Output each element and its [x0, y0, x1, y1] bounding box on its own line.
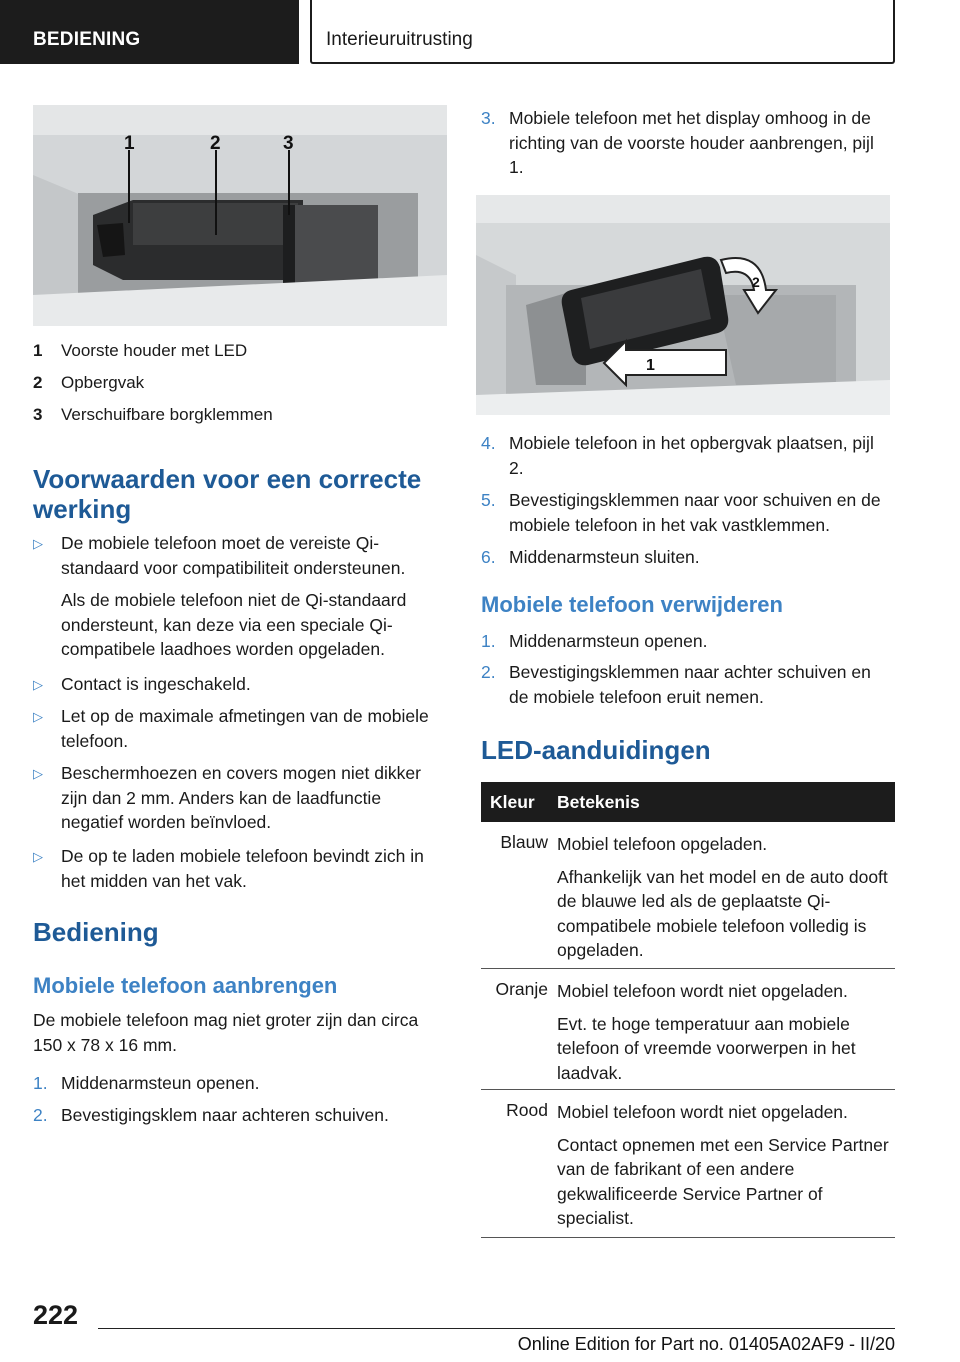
requirement-item-2: [33, 672, 443, 698]
bullet-triangle-icon: ▷: [33, 849, 43, 864]
requirement-note: Als de mobiele telefoon niet de Qi-standaard ondersteunt, kan deze via een speciale Qi-compatibele laadhoes worden opgeladen.: [61, 590, 407, 659]
requirement-text: Let op de maximale afmetingen van de mobiele telefoon.: [61, 706, 429, 751]
attach-step-4: [481, 431, 886, 480]
legend-number: 3: [33, 405, 43, 424]
bullet-triangle-icon: ▷: [33, 536, 43, 551]
led-table-header: [481, 782, 895, 822]
attach-step-3: [481, 106, 886, 180]
figure-phone-tray-illustration: [33, 105, 447, 326]
requirements-heading: Voorwaarden voor een correcte werking: [33, 464, 422, 524]
header-kleur: Kleur: [490, 792, 535, 812]
step-text: Middenarmsteun openen.: [61, 1073, 260, 1093]
edition-note: Online Edition for Part no. 01405A02AF9 - II/20: [517, 1334, 895, 1354]
bullet-triangle-icon: ▷: [33, 709, 43, 724]
requirement-text: De op te laden mobiele telefoon bevindt zich in het midden van het vak.: [61, 846, 424, 891]
header-betekenis: Betekenis: [557, 792, 640, 812]
requirement-item-3: [33, 704, 443, 753]
step-number: 2.: [33, 1105, 48, 1125]
figure-phone-tray: [33, 105, 447, 326]
led-heading: LED-aanduidingen: [481, 735, 711, 765]
legend-number: 1: [33, 341, 43, 360]
step-text: Bevestigingsklemmen naar achter schuiven en de mobiele telefoon eruit nemen.: [509, 662, 871, 707]
header-topic: [310, 0, 895, 64]
step-number: 4.: [481, 433, 496, 453]
requirement-text: Contact is ingeschakeld.: [61, 674, 251, 694]
led-row-rood: [481, 1090, 895, 1238]
header-section-label: BEDIENING: [33, 29, 141, 50]
legend-number: 2: [33, 373, 43, 392]
step-text: Mobiele telefoon in het opbergvak plaatsen, pijl 2.: [509, 433, 874, 478]
led-detail: Afhankelijk van het model en de auto dooft de blauwe led als de geplaatste Qi-compatibele mobiele telefoon volledig is opgeladen.: [557, 866, 888, 960]
callout-1: 1: [124, 133, 135, 154]
arrow-label-2: 2: [752, 274, 760, 290]
step-text: Mobiele telefoon met het display omhoog in de richting van de voorste houder aanbrengen, pijl 1.: [509, 108, 874, 177]
legend-item-2: [33, 373, 144, 393]
requirement-item-1: [33, 531, 443, 662]
attach-step-2: [33, 1103, 447, 1128]
led-color: Blauw: [500, 832, 548, 852]
attach-intro: De mobiele telefoon mag niet groter zijn dan circa 150 x 78 x 16 mm.: [33, 1010, 419, 1055]
led-meaning: Mobiel telefoon opgeladen.: [557, 834, 768, 854]
step-number: 3.: [481, 108, 496, 128]
operation-heading: Bediening: [33, 917, 159, 947]
legend-text: Verschuifbare borgklemmen: [61, 405, 273, 424]
led-color: Oranje: [495, 979, 548, 999]
header-topic-label: Interieuruitrusting: [326, 29, 473, 50]
requirement-item-4: [33, 761, 443, 835]
footer-divider: [98, 1328, 895, 1329]
requirement-text: Beschermhoezen en covers mogen niet dikker zijn dan 2 mm. Anders kan de laadfunctie negatief worden beïnvloed.: [61, 763, 421, 832]
arrow-label-1: 1: [646, 357, 655, 374]
step-number: 1.: [481, 631, 496, 651]
step-text: Bevestigingsklemmen naar voor schuiven en de mobiele telefoon in het vak vastklemmen.: [509, 490, 881, 535]
step-number: 1.: [33, 1073, 48, 1093]
header-section: [0, 0, 299, 64]
led-row-blauw: [481, 822, 895, 969]
step-number: 6.: [481, 547, 496, 567]
step-number: 2.: [481, 662, 496, 682]
remove-step-1: [481, 629, 886, 654]
requirement-text: De mobiele telefoon moet de vereiste Qi-standaard voor compatibiliteit ondersteunen.: [61, 533, 406, 578]
figure-phone-insert: [476, 195, 890, 415]
remove-heading: Mobiele telefoon verwijderen: [481, 592, 783, 617]
step-text: Middenarmsteun sluiten.: [509, 547, 700, 567]
legend-item-1: [33, 341, 247, 361]
callout-3: 3: [283, 133, 294, 154]
attach-heading: Mobiele telefoon aanbrengen: [33, 973, 338, 998]
remove-step-2: [481, 660, 886, 709]
led-color: Rood: [506, 1100, 548, 1120]
callout-2: 2: [210, 133, 221, 154]
led-detail: Contact opnemen met een Service Partner van de fabrikant of een andere gekwalificeerde Service Partner of specialist.: [557, 1134, 889, 1228]
legend-text: Voorste houder met LED: [61, 341, 248, 360]
attach-step-1: [33, 1071, 447, 1096]
step-text: Middenarmsteun openen.: [509, 631, 708, 651]
attach-step-6: [481, 545, 886, 570]
bullet-triangle-icon: ▷: [33, 677, 43, 692]
attach-step-5: [481, 488, 891, 537]
led-detail: Evt. te hoge temperatuur aan mobiele telefoon of vreemde voorwerpen in het laadvak.: [557, 1013, 856, 1083]
figure-phone-insert-illustration: [476, 195, 890, 415]
requirement-item-5: [33, 844, 443, 893]
led-row-oranje: [481, 969, 895, 1090]
led-meaning: Mobiel telefoon wordt niet opgeladen.: [557, 981, 848, 1001]
step-text: Bevestigingsklem naar achteren schuiven.: [61, 1105, 389, 1125]
bullet-triangle-icon: ▷: [33, 766, 43, 781]
page-number: 222: [33, 1300, 79, 1330]
led-meaning: Mobiel telefoon wordt niet opgeladen.: [557, 1102, 848, 1122]
legend-text: Opbergvak: [61, 373, 145, 392]
step-number: 5.: [481, 490, 496, 510]
legend-item-3: [33, 405, 273, 425]
